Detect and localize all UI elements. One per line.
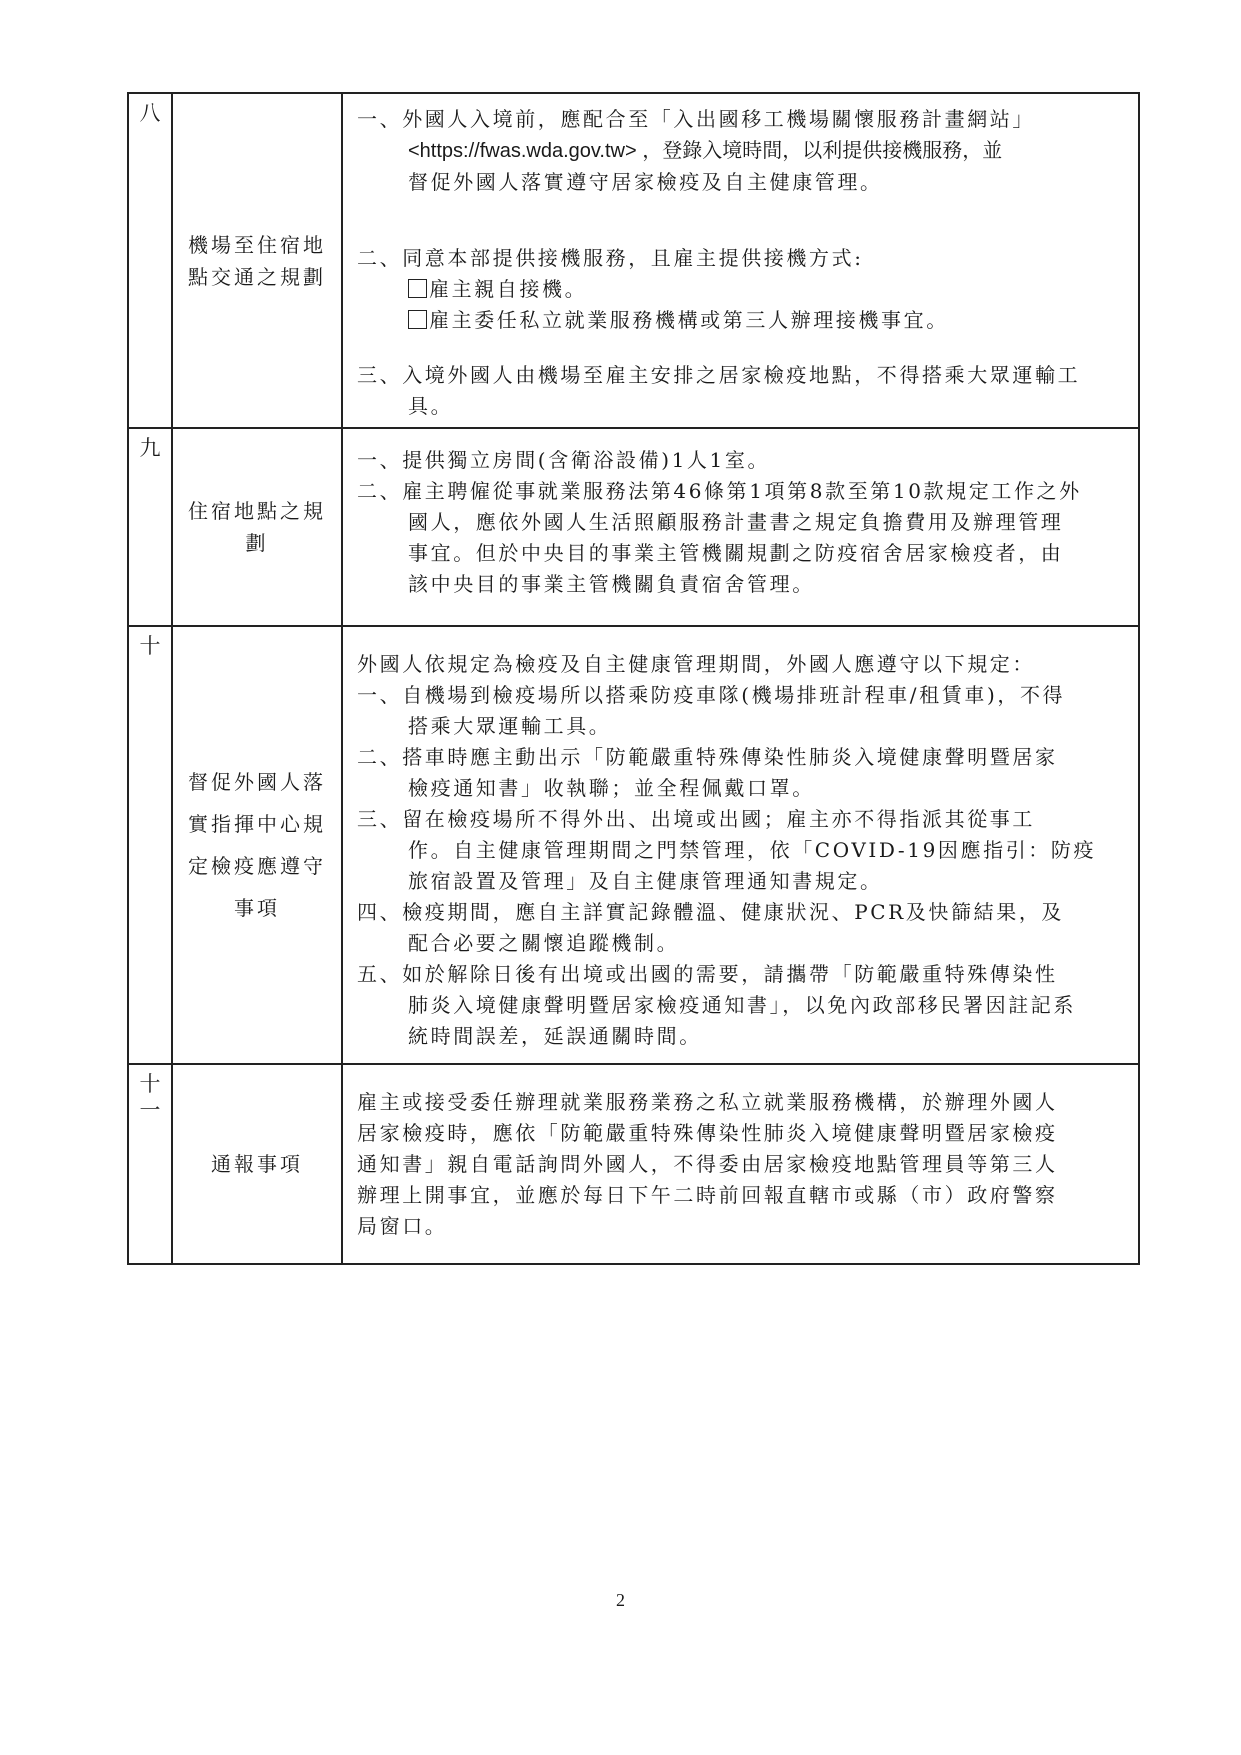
page-number: 2	[616, 1590, 625, 1610]
row-content	[342, 1064, 1139, 1264]
table-row-10	[128, 626, 1139, 1064]
list-item: 三、留在檢疫場所不得外出、出境或出國；雇主亦不得指派其從事工 作。自主健康管理期間之門禁管理，依「COVID-19因應指引：防疫 旅宿設置及管理」及自主健康管理通知書規定。	[357, 807, 1097, 893]
row-number: 十	[128, 626, 172, 1064]
row-title-cell	[172, 428, 342, 626]
table-row-8	[128, 93, 1139, 428]
option-self-pickup[interactable]: 雇主親自接機。	[357, 274, 1124, 305]
list-item: 二、雇主聘僱從事就業服務法第46條第1項第8款至第10款規定工作之外 國人，應依外國人生活照顧服務計畫書之規定負擔費用及辦理管理 事宜。但於中央目的事業主管機關規劃之防疫宿舍居家檢疫者，由 該中央目的事業主管機關負責宿舍管理。	[357, 479, 1082, 596]
row-content	[342, 93, 1139, 428]
list-item: 四、檢疫期間，應自主詳實記錄體溫、健康狀況、PCR及快篩結果，及 配合必要之關懷追蹤機制。	[357, 900, 1065, 955]
row-content	[342, 626, 1139, 1064]
row-content	[342, 428, 1139, 626]
table-row-9	[128, 428, 1139, 626]
row-title-cell	[172, 93, 342, 428]
row-title-cell	[172, 1064, 342, 1264]
list-item: 一、外國人入境前，應配合至「入出國移工機場關懷服務計畫網站」 <https://fwas.wda.gov.tw> ，登錄入境時間，以利提供接機服務，並 督促外國人落實遵守居家檢疫及自主健康管理。	[357, 107, 1036, 194]
row-title: 住宿地點之規 劃	[188, 499, 326, 555]
row-title-cell	[172, 626, 342, 1064]
list-item: 三、入境外國人由機場至雇主安排之居家檢疫地點，不得搭乘大眾運輸工 具。	[357, 363, 1081, 418]
row-number: 八	[128, 93, 172, 428]
paragraph: 雇主或接受委任辦理就業服務業務之私立就業服務機構，於辦理外國人 居家檢疫時，應依「防範嚴重特殊傳染性肺炎入境健康聲明暨居家檢疫 通知書」親自電話詢問外國人，不得委由居家檢疫地點管理員等第三人 辦理上開事宜，並應於每日下午二時前回報直轄市或縣（市）政府警察 局窗口。	[357, 1090, 1058, 1238]
intro-text: 外國人依規定為檢疫及自主健康管理期間，外國人應遵守以下規定：	[357, 652, 1035, 676]
list-item: 五、如於解除日後有出境或出國的需要，請攜帶「防範嚴重特殊傳染性 肺炎入境健康聲明暨居家檢疫通知書」，以免內政部移民署因註記系 統時間誤差，延誤通關時間。	[357, 962, 1076, 1048]
row-title: 通報事項	[211, 1152, 303, 1176]
table-row-11	[128, 1064, 1139, 1264]
checkbox[interactable]	[408, 310, 427, 329]
row-title: 機場至住宿地 點交通之規劃	[188, 232, 326, 289]
row-title: 督促外國人落 實指揮中心規 定檢疫應遵守 事項	[188, 770, 326, 920]
list-item: 二、同意本部提供接機服務，且雇主提供接機方式:	[357, 246, 864, 270]
regulation-table	[127, 92, 1140, 1265]
row-number: 十 一	[128, 1064, 172, 1264]
row-number: 九	[128, 428, 172, 626]
checkbox[interactable]	[408, 279, 427, 298]
list-item: 一、自機場到檢疫場所以搭乘防疫車隊(機場排班計程車/租賃車)，不得 搭乘大眾運輸工具。	[357, 683, 1066, 738]
option-agency-pickup[interactable]: 雇主委任私立就業服務機構或第三人辦理接機事宜。	[357, 305, 1124, 336]
list-item: 二、搭車時應主動出示「防範嚴重特殊傳染性肺炎入境健康聲明暨居家 檢疫通知書」收執聯；並全程佩戴口罩。	[357, 745, 1058, 800]
list-item: 一、提供獨立房間(含衛浴設備)1人1室。	[357, 448, 771, 472]
